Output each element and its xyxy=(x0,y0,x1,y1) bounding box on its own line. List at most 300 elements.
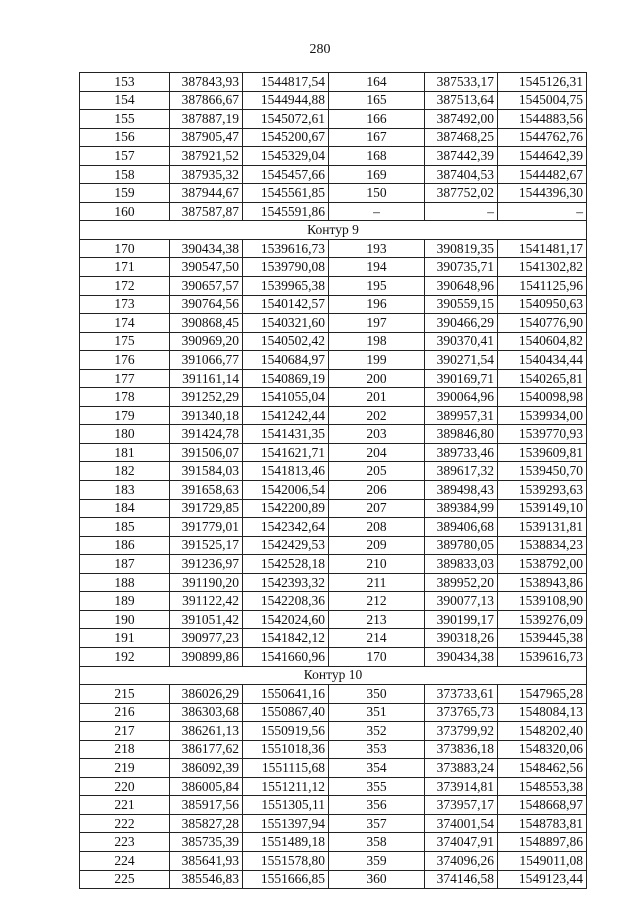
point-number: 193 xyxy=(329,239,425,258)
x-coordinate: 374096,26 xyxy=(425,851,498,870)
x-coordinate: 387905,47 xyxy=(170,128,243,147)
point-number: 176 xyxy=(80,351,170,370)
point-number: 223 xyxy=(80,833,170,852)
y-coordinate: 1549123,44 xyxy=(498,870,587,889)
table-row xyxy=(80,91,587,110)
x-coordinate: 389957,31 xyxy=(425,406,498,425)
point-number: 353 xyxy=(329,740,425,759)
y-coordinate: 1541431,35 xyxy=(243,425,329,444)
x-coordinate: 387887,19 xyxy=(170,110,243,129)
x-coordinate: 386005,84 xyxy=(170,777,243,796)
y-coordinate: 1549011,08 xyxy=(498,851,587,870)
table-row xyxy=(80,851,587,870)
point-number: 355 xyxy=(329,777,425,796)
y-coordinate: 1538943,86 xyxy=(498,573,587,592)
x-coordinate: 390899,86 xyxy=(170,647,243,666)
point-number: 190 xyxy=(80,610,170,629)
y-coordinate: 1550919,56 xyxy=(243,722,329,741)
x-coordinate: 391236,97 xyxy=(170,555,243,574)
y-coordinate: 1542024,60 xyxy=(243,610,329,629)
y-coordinate: 1541621,71 xyxy=(243,443,329,462)
point-number: – xyxy=(329,202,425,221)
y-coordinate: 1545072,61 xyxy=(243,110,329,129)
point-number: 165 xyxy=(329,91,425,110)
y-coordinate: 1544762,76 xyxy=(498,128,587,147)
x-coordinate: 387513,64 xyxy=(425,91,498,110)
point-number: 206 xyxy=(329,481,425,500)
x-coordinate: 389498,43 xyxy=(425,481,498,500)
x-coordinate: 373914,81 xyxy=(425,777,498,796)
y-coordinate: 1541660,96 xyxy=(243,647,329,666)
point-number: 156 xyxy=(80,128,170,147)
y-coordinate: 1551115,68 xyxy=(243,759,329,778)
y-coordinate: 1540098,98 xyxy=(498,388,587,407)
x-coordinate: 385641,93 xyxy=(170,851,243,870)
point-number: 159 xyxy=(80,184,170,203)
x-coordinate: 390271,54 xyxy=(425,351,498,370)
point-number: 215 xyxy=(80,685,170,704)
y-coordinate: 1539609,81 xyxy=(498,443,587,462)
table-row xyxy=(80,73,587,92)
x-coordinate: 373765,73 xyxy=(425,703,498,722)
point-number: 179 xyxy=(80,406,170,425)
x-coordinate: 390199,17 xyxy=(425,610,498,629)
point-number: 185 xyxy=(80,518,170,537)
y-coordinate: 1540950,63 xyxy=(498,295,587,314)
table-row xyxy=(80,369,587,388)
table-row xyxy=(80,462,587,481)
point-number: 212 xyxy=(329,592,425,611)
y-coordinate: 1545561,85 xyxy=(243,184,329,203)
y-coordinate: 1539790,08 xyxy=(243,258,329,277)
y-coordinate: 1551666,85 xyxy=(243,870,329,889)
x-coordinate: 374047,91 xyxy=(425,833,498,852)
x-coordinate: 391525,17 xyxy=(170,536,243,555)
table-row xyxy=(80,314,587,333)
y-coordinate: 1548553,38 xyxy=(498,777,587,796)
x-coordinate: 391779,01 xyxy=(170,518,243,537)
x-coordinate: 389406,68 xyxy=(425,518,498,537)
x-coordinate: 389952,20 xyxy=(425,573,498,592)
table-row xyxy=(80,722,587,741)
y-coordinate: 1539965,38 xyxy=(243,277,329,296)
y-coordinate: 1544944,88 xyxy=(243,91,329,110)
point-number: 153 xyxy=(80,73,170,92)
table-row xyxy=(80,796,587,815)
table-row xyxy=(80,165,587,184)
x-coordinate: 387492,00 xyxy=(425,110,498,129)
point-number: 209 xyxy=(329,536,425,555)
y-coordinate: 1540776,90 xyxy=(498,314,587,333)
y-coordinate: 1544396,30 xyxy=(498,184,587,203)
point-number: 225 xyxy=(80,870,170,889)
x-coordinate: 387752,02 xyxy=(425,184,498,203)
y-coordinate: 1540265,81 xyxy=(498,369,587,388)
point-number: 214 xyxy=(329,629,425,648)
y-coordinate: 1541302,82 xyxy=(498,258,587,277)
point-number: 204 xyxy=(329,443,425,462)
point-number: 157 xyxy=(80,147,170,166)
x-coordinate: 390969,20 xyxy=(170,332,243,351)
x-coordinate: 389617,32 xyxy=(425,462,498,481)
point-number: 168 xyxy=(329,147,425,166)
x-coordinate: 391122,42 xyxy=(170,592,243,611)
point-number: 217 xyxy=(80,722,170,741)
y-coordinate: 1551305,11 xyxy=(243,796,329,815)
x-coordinate: 389846,80 xyxy=(425,425,498,444)
point-number: 358 xyxy=(329,833,425,852)
y-coordinate: 1540434,44 xyxy=(498,351,587,370)
table-row xyxy=(80,814,587,833)
point-number: 208 xyxy=(329,518,425,537)
x-coordinate: 391424,78 xyxy=(170,425,243,444)
point-number: 352 xyxy=(329,722,425,741)
x-coordinate: 386303,68 xyxy=(170,703,243,722)
x-coordinate: 387944,67 xyxy=(170,184,243,203)
point-number: 354 xyxy=(329,759,425,778)
y-coordinate: 1540684,97 xyxy=(243,351,329,370)
y-coordinate: 1538792,00 xyxy=(498,555,587,574)
x-coordinate: 387587,87 xyxy=(170,202,243,221)
x-coordinate: 390064,96 xyxy=(425,388,498,407)
point-number: 351 xyxy=(329,703,425,722)
x-coordinate: – xyxy=(425,202,498,221)
x-coordinate: 387866,67 xyxy=(170,91,243,110)
point-number: 210 xyxy=(329,555,425,574)
y-coordinate: 1539445,38 xyxy=(498,629,587,648)
point-number: 359 xyxy=(329,851,425,870)
table-row xyxy=(80,759,587,778)
table-row xyxy=(80,592,587,611)
x-coordinate: 390868,45 xyxy=(170,314,243,333)
table-row xyxy=(80,518,587,537)
x-coordinate: 391190,20 xyxy=(170,573,243,592)
y-coordinate: 1548084,13 xyxy=(498,703,587,722)
y-coordinate: 1541055,04 xyxy=(243,388,329,407)
point-number: 203 xyxy=(329,425,425,444)
y-coordinate: 1539276,09 xyxy=(498,610,587,629)
table-row xyxy=(80,555,587,574)
point-number: 201 xyxy=(329,388,425,407)
y-coordinate: 1544642,39 xyxy=(498,147,587,166)
x-coordinate: 385917,56 xyxy=(170,796,243,815)
y-coordinate: 1539934,00 xyxy=(498,406,587,425)
point-number: 170 xyxy=(329,647,425,666)
x-coordinate: 389733,46 xyxy=(425,443,498,462)
x-coordinate: 390648,96 xyxy=(425,277,498,296)
y-coordinate: 1550867,40 xyxy=(243,703,329,722)
x-coordinate: 390819,35 xyxy=(425,239,498,258)
point-number: 216 xyxy=(80,703,170,722)
table-row xyxy=(80,573,587,592)
x-coordinate: 373957,17 xyxy=(425,796,498,815)
y-coordinate: 1542528,18 xyxy=(243,555,329,574)
y-coordinate: 1541242,44 xyxy=(243,406,329,425)
x-coordinate: 391252,29 xyxy=(170,388,243,407)
point-number: 219 xyxy=(80,759,170,778)
point-number: 178 xyxy=(80,388,170,407)
y-coordinate: 1545126,31 xyxy=(498,73,587,92)
table-row xyxy=(80,425,587,444)
point-number: 164 xyxy=(329,73,425,92)
table-row xyxy=(80,128,587,147)
point-number: 150 xyxy=(329,184,425,203)
x-coordinate: 391051,42 xyxy=(170,610,243,629)
table-row xyxy=(80,332,587,351)
point-number: 172 xyxy=(80,277,170,296)
table-row xyxy=(80,388,587,407)
point-number: 175 xyxy=(80,332,170,351)
point-number: 186 xyxy=(80,536,170,555)
table-row xyxy=(80,239,587,258)
y-coordinate: 1542429,53 xyxy=(243,536,329,555)
x-coordinate: 391340,18 xyxy=(170,406,243,425)
x-coordinate: 391658,63 xyxy=(170,481,243,500)
table-row xyxy=(80,481,587,500)
point-number: 213 xyxy=(329,610,425,629)
x-coordinate: 390169,71 xyxy=(425,369,498,388)
y-coordinate: 1542006,54 xyxy=(243,481,329,500)
x-coordinate: 387404,53 xyxy=(425,165,498,184)
point-number: 211 xyxy=(329,573,425,592)
x-coordinate: 390657,57 xyxy=(170,277,243,296)
table-row xyxy=(80,536,587,555)
y-coordinate: 1551018,36 xyxy=(243,740,329,759)
point-number: 154 xyxy=(80,91,170,110)
y-coordinate: 1539131,81 xyxy=(498,518,587,537)
table-row xyxy=(80,777,587,796)
point-number: 218 xyxy=(80,740,170,759)
table-row xyxy=(80,147,587,166)
x-coordinate: 390434,38 xyxy=(425,647,498,666)
x-coordinate: 386177,62 xyxy=(170,740,243,759)
table-row xyxy=(80,499,587,518)
x-coordinate: 385827,28 xyxy=(170,814,243,833)
table-row xyxy=(80,443,587,462)
table-row xyxy=(80,703,587,722)
point-number: 224 xyxy=(80,851,170,870)
point-number: 199 xyxy=(329,351,425,370)
x-coordinate: 374001,54 xyxy=(425,814,498,833)
point-number: 158 xyxy=(80,165,170,184)
y-coordinate: 1545591,86 xyxy=(243,202,329,221)
x-coordinate: 374146,58 xyxy=(425,870,498,889)
table-row xyxy=(80,184,587,203)
y-coordinate: 1539770,93 xyxy=(498,425,587,444)
y-coordinate: 1551489,18 xyxy=(243,833,329,852)
point-number: 180 xyxy=(80,425,170,444)
y-coordinate: 1539293,63 xyxy=(498,481,587,500)
y-coordinate: 1545200,67 xyxy=(243,128,329,147)
y-coordinate: 1539108,90 xyxy=(498,592,587,611)
y-coordinate: 1539616,73 xyxy=(498,647,587,666)
y-coordinate: 1541842,12 xyxy=(243,629,329,648)
point-number: 222 xyxy=(80,814,170,833)
point-number: 171 xyxy=(80,258,170,277)
x-coordinate: 390977,23 xyxy=(170,629,243,648)
y-coordinate: 1548897,86 xyxy=(498,833,587,852)
x-coordinate: 387468,25 xyxy=(425,128,498,147)
y-coordinate: 1545457,66 xyxy=(243,165,329,184)
y-coordinate: 1542200,89 xyxy=(243,499,329,518)
y-coordinate: 1544817,54 xyxy=(243,73,329,92)
point-number: 357 xyxy=(329,814,425,833)
y-coordinate: 1548320,06 xyxy=(498,740,587,759)
point-number: 197 xyxy=(329,314,425,333)
table-row xyxy=(80,351,587,370)
x-coordinate: 391066,77 xyxy=(170,351,243,370)
y-coordinate: 1538834,23 xyxy=(498,536,587,555)
y-coordinate: 1551578,80 xyxy=(243,851,329,870)
point-number: 202 xyxy=(329,406,425,425)
y-coordinate: 1545004,75 xyxy=(498,91,587,110)
point-number: 189 xyxy=(80,592,170,611)
point-number: 221 xyxy=(80,796,170,815)
table-row xyxy=(80,647,587,666)
y-coordinate: 1542208,36 xyxy=(243,592,329,611)
y-coordinate: 1540142,57 xyxy=(243,295,329,314)
point-number: 198 xyxy=(329,332,425,351)
point-number: 181 xyxy=(80,443,170,462)
point-number: 166 xyxy=(329,110,425,129)
y-coordinate: 1541813,46 xyxy=(243,462,329,481)
table-row xyxy=(80,258,587,277)
point-number: 160 xyxy=(80,202,170,221)
x-coordinate: 385546,83 xyxy=(170,870,243,889)
table-body xyxy=(80,73,587,889)
coordinates-table xyxy=(79,72,587,889)
point-number: 169 xyxy=(329,165,425,184)
x-coordinate: 386092,39 xyxy=(170,759,243,778)
x-coordinate: 387921,52 xyxy=(170,147,243,166)
y-coordinate: 1541481,17 xyxy=(498,239,587,258)
y-coordinate: 1548783,81 xyxy=(498,814,587,833)
x-coordinate: 390077,13 xyxy=(425,592,498,611)
point-number: 182 xyxy=(80,462,170,481)
x-coordinate: 389384,99 xyxy=(425,499,498,518)
x-coordinate: 387935,32 xyxy=(170,165,243,184)
y-coordinate: 1545329,04 xyxy=(243,147,329,166)
table-row xyxy=(80,277,587,296)
point-number: 191 xyxy=(80,629,170,648)
x-coordinate: 373733,61 xyxy=(425,685,498,704)
y-coordinate: 1539450,70 xyxy=(498,462,587,481)
table-row xyxy=(80,110,587,129)
y-coordinate: 1551211,12 xyxy=(243,777,329,796)
table-row xyxy=(80,740,587,759)
point-number: 360 xyxy=(329,870,425,889)
x-coordinate: 387442,39 xyxy=(425,147,498,166)
section-header-row xyxy=(80,221,587,240)
point-number: 167 xyxy=(329,128,425,147)
point-number: 207 xyxy=(329,499,425,518)
y-coordinate: 1540604,82 xyxy=(498,332,587,351)
x-coordinate: 391729,85 xyxy=(170,499,243,518)
section-title: Контур 10 xyxy=(80,666,587,685)
point-number: 184 xyxy=(80,499,170,518)
point-number: 192 xyxy=(80,647,170,666)
point-number: 188 xyxy=(80,573,170,592)
point-number: 205 xyxy=(329,462,425,481)
x-coordinate: 391161,14 xyxy=(170,369,243,388)
point-number: 174 xyxy=(80,314,170,333)
y-coordinate: 1541125,96 xyxy=(498,277,587,296)
table-row xyxy=(80,610,587,629)
x-coordinate: 391506,07 xyxy=(170,443,243,462)
y-coordinate: 1550641,16 xyxy=(243,685,329,704)
y-coordinate: 1544883,56 xyxy=(498,110,587,129)
x-coordinate: 373799,92 xyxy=(425,722,498,741)
x-coordinate: 390735,71 xyxy=(425,258,498,277)
y-coordinate: 1539616,73 xyxy=(243,239,329,258)
x-coordinate: 390318,26 xyxy=(425,629,498,648)
table-row xyxy=(80,870,587,889)
point-number: 195 xyxy=(329,277,425,296)
y-coordinate: 1542393,32 xyxy=(243,573,329,592)
x-coordinate: 386026,29 xyxy=(170,685,243,704)
x-coordinate: 390547,50 xyxy=(170,258,243,277)
point-number: 196 xyxy=(329,295,425,314)
y-coordinate: – xyxy=(498,202,587,221)
point-number: 356 xyxy=(329,796,425,815)
x-coordinate: 386261,13 xyxy=(170,722,243,741)
table-row xyxy=(80,202,587,221)
y-coordinate: 1542342,64 xyxy=(243,518,329,537)
x-coordinate: 389780,05 xyxy=(425,536,498,555)
y-coordinate: 1544482,67 xyxy=(498,165,587,184)
x-coordinate: 390434,38 xyxy=(170,239,243,258)
x-coordinate: 373836,18 xyxy=(425,740,498,759)
point-number: 187 xyxy=(80,555,170,574)
y-coordinate: 1540869,19 xyxy=(243,369,329,388)
x-coordinate: 390466,29 xyxy=(425,314,498,333)
point-number: 177 xyxy=(80,369,170,388)
y-coordinate: 1551397,94 xyxy=(243,814,329,833)
table-row xyxy=(80,295,587,314)
x-coordinate: 390559,15 xyxy=(425,295,498,314)
point-number: 194 xyxy=(329,258,425,277)
y-coordinate: 1540321,60 xyxy=(243,314,329,333)
section-header-row xyxy=(80,666,587,685)
y-coordinate: 1539149,10 xyxy=(498,499,587,518)
y-coordinate: 1548668,97 xyxy=(498,796,587,815)
point-number: 173 xyxy=(80,295,170,314)
table-row xyxy=(80,833,587,852)
x-coordinate: 387843,93 xyxy=(170,73,243,92)
table-row xyxy=(80,685,587,704)
page-number: 280 xyxy=(309,42,331,57)
x-coordinate: 390764,56 xyxy=(170,295,243,314)
point-number: 220 xyxy=(80,777,170,796)
table-row xyxy=(80,629,587,648)
point-number: 200 xyxy=(329,369,425,388)
x-coordinate: 385735,39 xyxy=(170,833,243,852)
point-number: 170 xyxy=(80,239,170,258)
x-coordinate: 391584,03 xyxy=(170,462,243,481)
point-number: 183 xyxy=(80,481,170,500)
y-coordinate: 1548202,40 xyxy=(498,722,587,741)
point-number: 155 xyxy=(80,110,170,129)
section-title: Контур 9 xyxy=(80,221,587,240)
x-coordinate: 373883,24 xyxy=(425,759,498,778)
x-coordinate: 387533,17 xyxy=(425,73,498,92)
y-coordinate: 1547965,28 xyxy=(498,685,587,704)
x-coordinate: 390370,41 xyxy=(425,332,498,351)
y-coordinate: 1548462,56 xyxy=(498,759,587,778)
y-coordinate: 1540502,42 xyxy=(243,332,329,351)
point-number: 350 xyxy=(329,685,425,704)
table-row xyxy=(80,406,587,425)
